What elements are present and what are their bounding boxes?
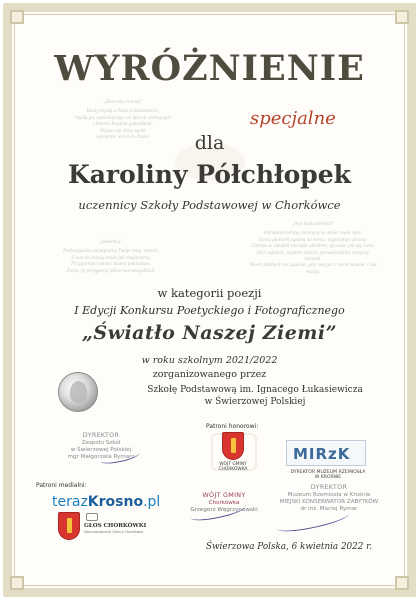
- signature-title: DYREKTOR: [82, 431, 120, 439]
- organizer-school: [90, 384, 419, 408]
- recipient-school: uczennicy Szkoły Podstawowej w Chorkówce: [78, 198, 341, 212]
- coat-of-arms-icon: [58, 512, 80, 540]
- background-poem-left-mid: [52, 240, 170, 274]
- caption-line: CHORKÓWKA: [218, 467, 248, 472]
- honorary-patrons-label: Patroni honorowi:: [206, 423, 259, 430]
- date-and-place: Świerzowa Polska, 6 kwietnia 2022 r.: [206, 542, 373, 552]
- poem-line: ogromnie wróci do Rzeki.: [95, 134, 151, 140]
- poem-line: Przygarnięci łatwo, nawet pokochani.: [71, 261, 151, 267]
- category-line: w kategorii poezji: [157, 286, 262, 300]
- signature-name: dr inż. Maciej Rymar: [300, 506, 358, 512]
- logo-text: .pl: [143, 494, 161, 510]
- poem-title: „Iskierka”: [99, 240, 123, 245]
- poem-line: Pojawi się duży ognik: [100, 127, 146, 133]
- poem-line: i Panem Bogiem gwiazdami.: [93, 121, 153, 127]
- mirzk-caption: [272, 470, 384, 481]
- background-poem-right: [248, 222, 378, 275]
- mirzk-logo: [286, 440, 366, 466]
- poem-line: Niech płomień nie zgaśnie, gdy nas już z ziemi zawoła, i tak każdy.: [249, 262, 377, 274]
- border-corner: [10, 576, 24, 590]
- poem-line: Podkarpackie pamiętamy Twoje imię, ziemio,: [63, 248, 159, 254]
- caption-line: DYREKTOR MUZEUM RZEMIOSŁA: [290, 470, 366, 475]
- logo-text: Krosno: [87, 494, 144, 510]
- poem-line: Kiedy płomień zgasną na sercu, wyprostuje pieczę.: [258, 236, 368, 242]
- signature-director-school: [46, 432, 156, 461]
- dla-label: dla: [194, 132, 225, 154]
- medal-portrait: [70, 381, 87, 403]
- mirzk-logo-text: MIRzK: [293, 445, 351, 463]
- signature-title: WÓJT GMINY: [202, 491, 246, 499]
- poem-title: „Pan Łukasiewicz”: [291, 222, 335, 227]
- organizer-line: w Świerzowej Polskiej: [204, 397, 306, 407]
- poem-line: Dziś wybierz, wybierz ładnie, prowadziliśmy wszyscy ratunek.: [256, 249, 370, 262]
- glos-chorkowki-title: GŁOS CHORKÓWKI: [84, 523, 147, 529]
- signature-name: Grzegorz Węgrzynowski: [190, 507, 258, 513]
- logo-text: teraz: [52, 494, 88, 510]
- signature-line: Zespołu Szkół: [81, 440, 121, 446]
- border-corner: [395, 10, 409, 24]
- edition-line: I Edycji Konkursu Poetyckiego i Fotograficznego: [74, 304, 345, 317]
- signature-title: DYREKTOR: [310, 483, 348, 491]
- school-year: w roku szkolnym 2021/2022: [141, 355, 278, 366]
- certificate-subtitle: specjalne: [250, 108, 336, 129]
- signature-name: mgr Małgorzata Rymarz: [67, 454, 135, 460]
- media-patrons-label: Patroni medialni:: [36, 482, 87, 489]
- organized-by: zorganizowanego przez: [152, 369, 267, 380]
- border-corner: [10, 10, 24, 24]
- signature-line: Chorkówka: [208, 500, 240, 506]
- signature-line: MIEJSKI KONSERWATOR ZABYTKÓW: [279, 499, 379, 505]
- poem-line: Pamiętam lampę zwiszącą na stole, małe ręce,: [263, 230, 363, 236]
- certificate-title: WYRÓŻNIENIE: [54, 48, 365, 89]
- glos-chorkowki-logo: [86, 513, 98, 521]
- coat-of-arms-icon: [222, 432, 244, 460]
- signature-director-museum: [262, 484, 396, 513]
- glos-chorkowki-subtitle: Dwumiesięcznik Gminy Chorkówka: [84, 530, 144, 534]
- caption-line: W KROŚNIE: [314, 475, 342, 481]
- organizer-line: Szkołę Podstawową im. Ignacego Łukasiewicza: [147, 385, 363, 395]
- signature-line: w Świerzowej Polskiej: [70, 447, 132, 453]
- contest-name: „Światło Naszej Ziemi”: [81, 322, 338, 344]
- poem-line: Ciemno w świątek nocnym obrotem, ojcowie, jak się ciesz,: [250, 243, 376, 249]
- caption-line: WÓJT GMINY: [219, 462, 247, 467]
- wojt-logo-caption: [200, 462, 266, 472]
- recipient-name: Karoliny Półchłopek: [68, 160, 351, 189]
- poem-line: Kiedy myślę o Panu Łukasiewiczu,: [86, 108, 160, 114]
- poem-line: myślę go, zapamiętując po lękach siedzących: [75, 114, 171, 120]
- poem-line: Ziemi, ty przygarnij także nas wszystkich.: [66, 267, 156, 273]
- poem-line: Z nas do dzisiaj może już znajdziemy,: [71, 254, 151, 260]
- poem-title: „Rzeczka nocna”: [103, 100, 143, 105]
- teraz-krosno-logo: [52, 494, 160, 510]
- signature-line: Muzeum Rzemiosła w Krośnie: [287, 492, 371, 498]
- border-corner: [395, 576, 409, 590]
